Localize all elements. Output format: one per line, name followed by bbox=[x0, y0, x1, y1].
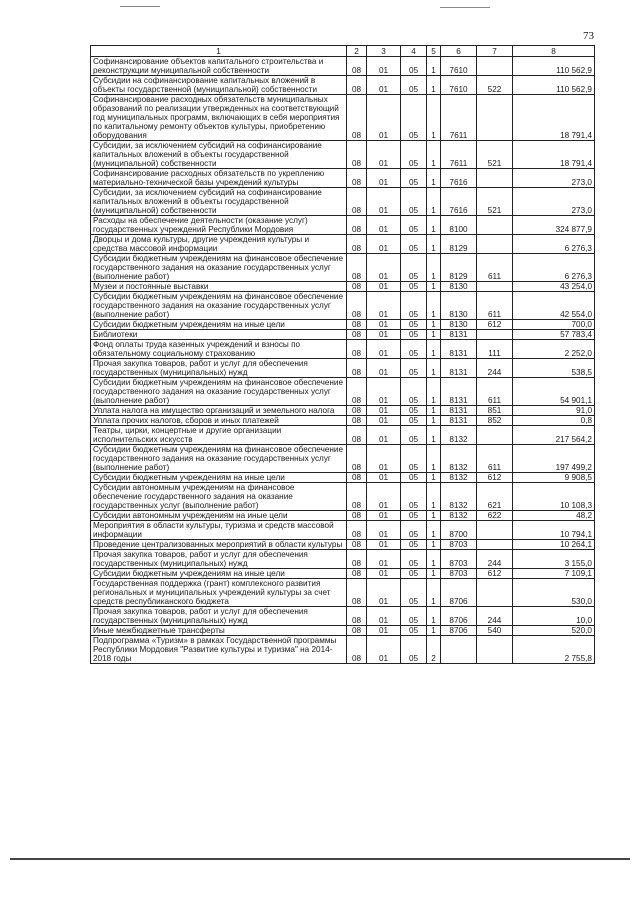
row-code-cell: 8132 bbox=[441, 483, 477, 511]
row-code-cell: 01 bbox=[367, 57, 401, 76]
table-row bbox=[91, 359, 595, 378]
row-code-cell: 8130 bbox=[441, 282, 477, 292]
scan-mark-top-left bbox=[120, 6, 160, 7]
row-code-cell: 08 bbox=[347, 540, 367, 550]
row-code-cell: 01 bbox=[367, 473, 401, 483]
row-code-cell bbox=[477, 540, 513, 550]
row-code-cell: 1 bbox=[427, 320, 441, 330]
row-amount-cell: 91,0 bbox=[513, 406, 595, 416]
row-code-cell: 1 bbox=[427, 188, 441, 216]
row-code-cell: 08 bbox=[347, 636, 367, 664]
row-name-cell: Субсидии бюджетным учреждениям на иные цели bbox=[91, 473, 347, 483]
row-code-cell: 05 bbox=[401, 473, 427, 483]
table-row bbox=[91, 406, 595, 416]
row-code-cell: 8703 bbox=[441, 569, 477, 579]
row-code-cell: 7616 bbox=[441, 188, 477, 216]
row-name-cell: Субсидии бюджетным учреждениям на иные цели bbox=[91, 569, 347, 579]
row-amount-cell: 197 499,2 bbox=[513, 445, 595, 473]
row-code-cell: 611 bbox=[477, 445, 513, 473]
row-amount-cell: 9 908,5 bbox=[513, 473, 595, 483]
row-name-cell: Уплата налога на имущество организаций и земельного налога bbox=[91, 406, 347, 416]
table-row bbox=[91, 511, 595, 521]
row-code-cell: 05 bbox=[401, 416, 427, 426]
row-name-cell: Прочая закупка товаров, работ и услуг для обеспечения государственных (муниципальных) нужд bbox=[91, 550, 347, 569]
row-code-cell: 852 bbox=[477, 416, 513, 426]
row-code-cell: 01 bbox=[367, 550, 401, 569]
table-row bbox=[91, 416, 595, 426]
row-code-cell: 05 bbox=[401, 292, 427, 320]
row-code-cell: 08 bbox=[347, 406, 367, 416]
row-code-cell bbox=[477, 330, 513, 340]
row-code-cell: 611 bbox=[477, 254, 513, 282]
row-code-cell: 01 bbox=[367, 579, 401, 607]
row-code-cell: 621 bbox=[477, 483, 513, 511]
row-code-cell: 08 bbox=[347, 57, 367, 76]
row-code-cell: 8703 bbox=[441, 550, 477, 569]
row-name-cell: Софинансирование расходных обязательств муниципальных образований по реализации утвержденных на соответствующий год муниципальных программ, включающих в себя мероприятия по капитальному ремонту объектов культуры, приобретению оборудования bbox=[91, 95, 347, 141]
row-code-cell: 01 bbox=[367, 626, 401, 636]
table-row bbox=[91, 57, 595, 76]
row-code-cell: 08 bbox=[347, 141, 367, 169]
row-amount-cell: 10 794,1 bbox=[513, 521, 595, 540]
header-cell: 4 bbox=[401, 46, 427, 57]
row-code-cell: 2 bbox=[427, 636, 441, 664]
row-name-cell: Государственная поддержка (грант) комплексного развития региональных и муниципальных учреждений культуры за счет средств республиканского бюджета bbox=[91, 579, 347, 607]
row-code-cell: 611 bbox=[477, 292, 513, 320]
row-code-cell: 05 bbox=[401, 254, 427, 282]
row-code-cell: 01 bbox=[367, 540, 401, 550]
row-code-cell: 08 bbox=[347, 521, 367, 540]
row-code-cell: 05 bbox=[401, 169, 427, 188]
row-name-cell: Театры, цирки, концертные и другие организации исполнительских искусств bbox=[91, 426, 347, 445]
row-code-cell: 05 bbox=[401, 340, 427, 359]
row-code-cell bbox=[477, 579, 513, 607]
row-code-cell: 244 bbox=[477, 607, 513, 626]
row-code-cell: 08 bbox=[347, 292, 367, 320]
row-amount-cell: 700,0 bbox=[513, 320, 595, 330]
row-code-cell: 8131 bbox=[441, 416, 477, 426]
row-code-cell: 1 bbox=[427, 626, 441, 636]
row-code-cell: 8132 bbox=[441, 473, 477, 483]
row-code-cell: 8131 bbox=[441, 406, 477, 416]
row-code-cell: 1 bbox=[427, 378, 441, 406]
row-code-cell: 01 bbox=[367, 320, 401, 330]
row-code-cell: 851 bbox=[477, 406, 513, 416]
row-code-cell: 1 bbox=[427, 579, 441, 607]
row-code-cell: 01 bbox=[367, 445, 401, 473]
row-code-cell bbox=[477, 169, 513, 188]
row-amount-cell: 10 264,1 bbox=[513, 540, 595, 550]
row-code-cell: 01 bbox=[367, 406, 401, 416]
table-row bbox=[91, 550, 595, 569]
row-code-cell: 01 bbox=[367, 521, 401, 540]
header-cell: 8 bbox=[513, 46, 595, 57]
row-amount-cell: 54 901,1 bbox=[513, 378, 595, 406]
row-code-cell bbox=[477, 95, 513, 141]
table-row bbox=[91, 579, 595, 607]
row-code-cell: 01 bbox=[367, 169, 401, 188]
row-amount-cell: 273,0 bbox=[513, 188, 595, 216]
row-amount-cell: 110 562,9 bbox=[513, 57, 595, 76]
row-amount-cell: 0,8 bbox=[513, 416, 595, 426]
row-code-cell: 7611 bbox=[441, 141, 477, 169]
row-code-cell: 01 bbox=[367, 569, 401, 579]
row-name-cell: Субсидии бюджетным учреждениям на финансовое обеспечение государственного задания на оказание государственных услуг (выполнение работ) bbox=[91, 445, 347, 473]
row-code-cell: 8706 bbox=[441, 626, 477, 636]
row-name-cell: Софинансирование расходных обязательств по укреплению материально-технической базы учреждений культуры bbox=[91, 169, 347, 188]
row-name-cell: Дворцы и дома культуры, другие учреждения культуры и средства массовой информации bbox=[91, 235, 347, 254]
row-code-cell: 1 bbox=[427, 473, 441, 483]
row-name-cell: Субсидии бюджетным учреждениям на финансовое обеспечение государственного задания на оказание государственных услуг (выполнение работ) bbox=[91, 378, 347, 406]
row-code-cell: 01 bbox=[367, 330, 401, 340]
row-code-cell: 1 bbox=[427, 330, 441, 340]
table-row bbox=[91, 607, 595, 626]
row-name-cell: Субсидии автономным учреждениям на иные цели bbox=[91, 511, 347, 521]
row-amount-cell: 273,0 bbox=[513, 169, 595, 188]
row-code-cell: 7616 bbox=[441, 169, 477, 188]
row-code-cell: 05 bbox=[401, 626, 427, 636]
row-code-cell bbox=[477, 216, 513, 235]
table-row bbox=[91, 292, 595, 320]
row-code-cell: 05 bbox=[401, 57, 427, 76]
row-name-cell: Музеи и постоянные выставки bbox=[91, 282, 347, 292]
bottom-divider bbox=[10, 858, 630, 860]
row-code-cell: 8131 bbox=[441, 378, 477, 406]
scan-mark-top-right bbox=[440, 7, 490, 8]
row-name-cell: Субсидии бюджетным учреждениям на иные цели bbox=[91, 320, 347, 330]
table-row bbox=[91, 188, 595, 216]
row-code-cell: 08 bbox=[347, 426, 367, 445]
row-code-cell: 05 bbox=[401, 445, 427, 473]
table-row bbox=[91, 636, 595, 664]
row-name-cell: Софинансирование объектов капитального строительства и реконструкции муниципальной собственности bbox=[91, 57, 347, 76]
table-row bbox=[91, 483, 595, 511]
row-code-cell: 7611 bbox=[441, 95, 477, 141]
row-code-cell: 05 bbox=[401, 188, 427, 216]
table-row bbox=[91, 76, 595, 95]
row-code-cell: 01 bbox=[367, 378, 401, 406]
row-code-cell: 1 bbox=[427, 359, 441, 378]
row-amount-cell: 6 276,3 bbox=[513, 254, 595, 282]
row-code-cell: 8706 bbox=[441, 579, 477, 607]
row-amount-cell: 57 783,4 bbox=[513, 330, 595, 340]
row-code-cell: 01 bbox=[367, 141, 401, 169]
row-code-cell: 08 bbox=[347, 95, 367, 141]
row-code-cell: 1 bbox=[427, 169, 441, 188]
row-code-cell: 8131 bbox=[441, 359, 477, 378]
table-row bbox=[91, 569, 595, 579]
header-cell: 6 bbox=[441, 46, 477, 57]
row-code-cell: 1 bbox=[427, 254, 441, 282]
row-code-cell: 08 bbox=[347, 188, 367, 216]
row-code-cell bbox=[477, 282, 513, 292]
row-code-cell: 8132 bbox=[441, 445, 477, 473]
row-code-cell: 1 bbox=[427, 76, 441, 95]
row-code-cell: 08 bbox=[347, 569, 367, 579]
row-code-cell: 05 bbox=[401, 550, 427, 569]
row-code-cell: 01 bbox=[367, 607, 401, 626]
row-code-cell: 1 bbox=[427, 141, 441, 169]
row-name-cell: Мероприятия в области культуры, туризма и средств массовой информации bbox=[91, 521, 347, 540]
row-code-cell: 05 bbox=[401, 426, 427, 445]
row-code-cell bbox=[477, 235, 513, 254]
row-code-cell: 1 bbox=[427, 426, 441, 445]
row-code-cell: 1 bbox=[427, 483, 441, 511]
table-row bbox=[91, 282, 595, 292]
table-row bbox=[91, 141, 595, 169]
row-amount-cell: 18 791,4 bbox=[513, 95, 595, 141]
row-code-cell: 05 bbox=[401, 406, 427, 416]
table-row bbox=[91, 216, 595, 235]
row-code-cell: 8100 bbox=[441, 216, 477, 235]
row-code-cell: 05 bbox=[401, 216, 427, 235]
row-code-cell: 08 bbox=[347, 235, 367, 254]
row-code-cell: 8131 bbox=[441, 330, 477, 340]
row-amount-cell: 43 254,0 bbox=[513, 282, 595, 292]
table-row bbox=[91, 521, 595, 540]
row-code-cell: 8132 bbox=[441, 426, 477, 445]
row-code-cell: 05 bbox=[401, 636, 427, 664]
row-code-cell: 1 bbox=[427, 292, 441, 320]
row-code-cell: 8700 bbox=[441, 521, 477, 540]
row-code-cell: 611 bbox=[477, 378, 513, 406]
row-code-cell: 05 bbox=[401, 359, 427, 378]
row-code-cell: 7610 bbox=[441, 57, 477, 76]
row-code-cell: 08 bbox=[347, 378, 367, 406]
row-code-cell: 08 bbox=[347, 483, 367, 511]
row-code-cell: 05 bbox=[401, 378, 427, 406]
row-amount-cell: 6 276,3 bbox=[513, 235, 595, 254]
row-code-cell: 1 bbox=[427, 235, 441, 254]
row-code-cell: 8130 bbox=[441, 292, 477, 320]
table-row bbox=[91, 95, 595, 141]
row-name-cell: Иные межбюджетные трансферты bbox=[91, 626, 347, 636]
row-code-cell: 08 bbox=[347, 320, 367, 330]
row-code-cell: 08 bbox=[347, 359, 367, 378]
row-name-cell: Субсидии бюджетным учреждениям на финансовое обеспечение государственного задания на оказание государственных услуг (выполнение работ) bbox=[91, 254, 347, 282]
row-code-cell: 01 bbox=[367, 636, 401, 664]
budget-table bbox=[90, 45, 595, 664]
table-row bbox=[91, 340, 595, 359]
row-code-cell: 1 bbox=[427, 607, 441, 626]
row-name-cell: Субсидии, за исключением субсидий на софинансирование капитальных вложений в объекты государственной (муниципальной) собственности bbox=[91, 188, 347, 216]
row-code-cell: 01 bbox=[367, 359, 401, 378]
row-code-cell: 01 bbox=[367, 483, 401, 511]
row-name-cell: Расходы на обеспечение деятельности (оказание услуг) государственных учреждений Республики Мордовия bbox=[91, 216, 347, 235]
row-code-cell: 08 bbox=[347, 282, 367, 292]
row-code-cell: 1 bbox=[427, 569, 441, 579]
row-name-cell: Проведение централизованных мероприятий в области культуры bbox=[91, 540, 347, 550]
row-code-cell: 111 bbox=[477, 340, 513, 359]
table-row bbox=[91, 330, 595, 340]
row-code-cell: 01 bbox=[367, 254, 401, 282]
row-code-cell: 01 bbox=[367, 216, 401, 235]
row-code-cell: 1 bbox=[427, 416, 441, 426]
row-code-cell: 08 bbox=[347, 473, 367, 483]
row-code-cell: 8706 bbox=[441, 607, 477, 626]
row-amount-cell: 324 877,9 bbox=[513, 216, 595, 235]
row-code-cell: 8132 bbox=[441, 511, 477, 521]
table-body bbox=[91, 57, 595, 664]
row-code-cell: 521 bbox=[477, 188, 513, 216]
row-code-cell: 05 bbox=[401, 483, 427, 511]
row-amount-cell: 2 755,8 bbox=[513, 636, 595, 664]
table-row bbox=[91, 320, 595, 330]
row-code-cell: 05 bbox=[401, 521, 427, 540]
header-cell: 2 bbox=[347, 46, 367, 57]
row-code-cell: 05 bbox=[401, 607, 427, 626]
page-number: 73 bbox=[583, 30, 594, 42]
row-code-cell: 01 bbox=[367, 511, 401, 521]
row-amount-cell: 10,0 bbox=[513, 607, 595, 626]
row-code-cell: 08 bbox=[347, 216, 367, 235]
row-amount-cell: 18 791,4 bbox=[513, 141, 595, 169]
row-code-cell: 522 bbox=[477, 76, 513, 95]
table-row bbox=[91, 540, 595, 550]
row-code-cell: 8703 bbox=[441, 540, 477, 550]
header-cell: 1 bbox=[91, 46, 347, 57]
row-code-cell bbox=[477, 521, 513, 540]
row-name-cell: Субсидии на софинансирование капитальных вложений в объекты государственной (муниципальной) собственности bbox=[91, 76, 347, 95]
row-code-cell: 05 bbox=[401, 579, 427, 607]
row-name-cell: Уплата прочих налогов, сборов и иных платежей bbox=[91, 416, 347, 426]
row-code-cell: 01 bbox=[367, 235, 401, 254]
row-code-cell: 08 bbox=[347, 511, 367, 521]
row-code-cell: 01 bbox=[367, 340, 401, 359]
row-code-cell: 1 bbox=[427, 540, 441, 550]
row-name-cell: Фонд оплаты труда казенных учреждений и взносы по обязательному социальному страхованию bbox=[91, 340, 347, 359]
row-code-cell: 1 bbox=[427, 340, 441, 359]
row-code-cell: 08 bbox=[347, 340, 367, 359]
row-name-cell: Субсидии, за исключением субсидий на софинансирование капитальных вложений в объекты государственной (муниципальной) собственности bbox=[91, 141, 347, 169]
table-row bbox=[91, 445, 595, 473]
row-code-cell: 05 bbox=[401, 235, 427, 254]
row-code-cell: 622 bbox=[477, 511, 513, 521]
row-amount-cell: 217 564,2 bbox=[513, 426, 595, 445]
row-code-cell: 1 bbox=[427, 95, 441, 141]
row-code-cell bbox=[477, 57, 513, 76]
header-cell: 7 bbox=[477, 46, 513, 57]
row-code-cell: 08 bbox=[347, 330, 367, 340]
table-row bbox=[91, 254, 595, 282]
row-code-cell: 7610 bbox=[441, 76, 477, 95]
row-code-cell: 521 bbox=[477, 141, 513, 169]
row-code-cell: 05 bbox=[401, 95, 427, 141]
row-code-cell: 08 bbox=[347, 607, 367, 626]
row-code-cell: 612 bbox=[477, 569, 513, 579]
header-cell: 5 bbox=[427, 46, 441, 57]
row-code-cell: 08 bbox=[347, 579, 367, 607]
row-amount-cell: 2 252,0 bbox=[513, 340, 595, 359]
row-code-cell: 08 bbox=[347, 416, 367, 426]
row-code-cell: 1 bbox=[427, 57, 441, 76]
table-row bbox=[91, 473, 595, 483]
row-code-cell: 08 bbox=[347, 76, 367, 95]
row-code-cell bbox=[477, 636, 513, 664]
row-code-cell: 01 bbox=[367, 292, 401, 320]
header-cell: 3 bbox=[367, 46, 401, 57]
row-code-cell: 08 bbox=[347, 169, 367, 188]
row-code-cell: 08 bbox=[347, 550, 367, 569]
row-name-cell: Субсидии автономным учреждениям на финансовое обеспечение государственного задания на оказание государственных услуг (выполнение работ) bbox=[91, 483, 347, 511]
row-code-cell: 1 bbox=[427, 511, 441, 521]
row-amount-cell: 520,0 bbox=[513, 626, 595, 636]
table-row bbox=[91, 626, 595, 636]
row-code-cell: 1 bbox=[427, 550, 441, 569]
row-code-cell: 01 bbox=[367, 416, 401, 426]
row-code-cell: 05 bbox=[401, 282, 427, 292]
row-amount-cell: 530,0 bbox=[513, 579, 595, 607]
row-amount-cell: 110 562,9 bbox=[513, 76, 595, 95]
row-amount-cell: 42 554,0 bbox=[513, 292, 595, 320]
row-code-cell: 01 bbox=[367, 95, 401, 141]
row-code-cell: 8129 bbox=[441, 235, 477, 254]
row-code-cell: 05 bbox=[401, 569, 427, 579]
row-code-cell: 01 bbox=[367, 282, 401, 292]
row-code-cell: 05 bbox=[401, 330, 427, 340]
row-amount-cell: 10 108,3 bbox=[513, 483, 595, 511]
table-row bbox=[91, 378, 595, 406]
row-code-cell: 540 bbox=[477, 626, 513, 636]
row-name-cell: Субсидии бюджетным учреждениям на финансовое обеспечение государственного задания на оказание государственных услуг (выполнение работ) bbox=[91, 292, 347, 320]
row-code-cell: 01 bbox=[367, 188, 401, 216]
row-code-cell: 612 bbox=[477, 473, 513, 483]
table-row bbox=[91, 169, 595, 188]
row-code-cell: 244 bbox=[477, 550, 513, 569]
row-code-cell: 05 bbox=[401, 320, 427, 330]
table-row bbox=[91, 426, 595, 445]
row-code-cell: 05 bbox=[401, 141, 427, 169]
row-amount-cell: 3 155,0 bbox=[513, 550, 595, 569]
row-amount-cell: 7 109,1 bbox=[513, 569, 595, 579]
row-code-cell: 612 bbox=[477, 320, 513, 330]
row-name-cell: Подпрограмма «Туризм» в рамках Государственной программы Республики Мордовия "Развитие культуры и туризма" на 2014-2018 годы bbox=[91, 636, 347, 664]
row-code-cell: 01 bbox=[367, 426, 401, 445]
row-amount-cell: 48,2 bbox=[513, 511, 595, 521]
table-row bbox=[91, 235, 595, 254]
row-code-cell: 1 bbox=[427, 282, 441, 292]
row-amount-cell: 538,5 bbox=[513, 359, 595, 378]
row-code-cell: 05 bbox=[401, 540, 427, 550]
row-code-cell: 05 bbox=[401, 76, 427, 95]
row-name-cell: Библиотеки bbox=[91, 330, 347, 340]
row-code-cell: 08 bbox=[347, 254, 367, 282]
row-code-cell: 08 bbox=[347, 626, 367, 636]
row-code-cell bbox=[477, 426, 513, 445]
row-code-cell: 1 bbox=[427, 445, 441, 473]
row-name-cell: Прочая закупка товаров, работ и услуг для обеспечения государственных (муниципальных) нужд bbox=[91, 359, 347, 378]
row-code-cell: 05 bbox=[401, 511, 427, 521]
row-code-cell: 1 bbox=[427, 521, 441, 540]
row-code-cell: 01 bbox=[367, 76, 401, 95]
row-code-cell: 8131 bbox=[441, 340, 477, 359]
row-code-cell: 8129 bbox=[441, 254, 477, 282]
row-code-cell: 08 bbox=[347, 445, 367, 473]
table-header-row bbox=[91, 46, 595, 57]
row-code-cell: 244 bbox=[477, 359, 513, 378]
row-code-cell bbox=[441, 636, 477, 664]
row-code-cell: 1 bbox=[427, 216, 441, 235]
row-name-cell: Прочая закупка товаров, работ и услуг для обеспечения государственных (муниципальных) нужд bbox=[91, 607, 347, 626]
row-code-cell: 1 bbox=[427, 406, 441, 416]
row-code-cell: 8130 bbox=[441, 320, 477, 330]
